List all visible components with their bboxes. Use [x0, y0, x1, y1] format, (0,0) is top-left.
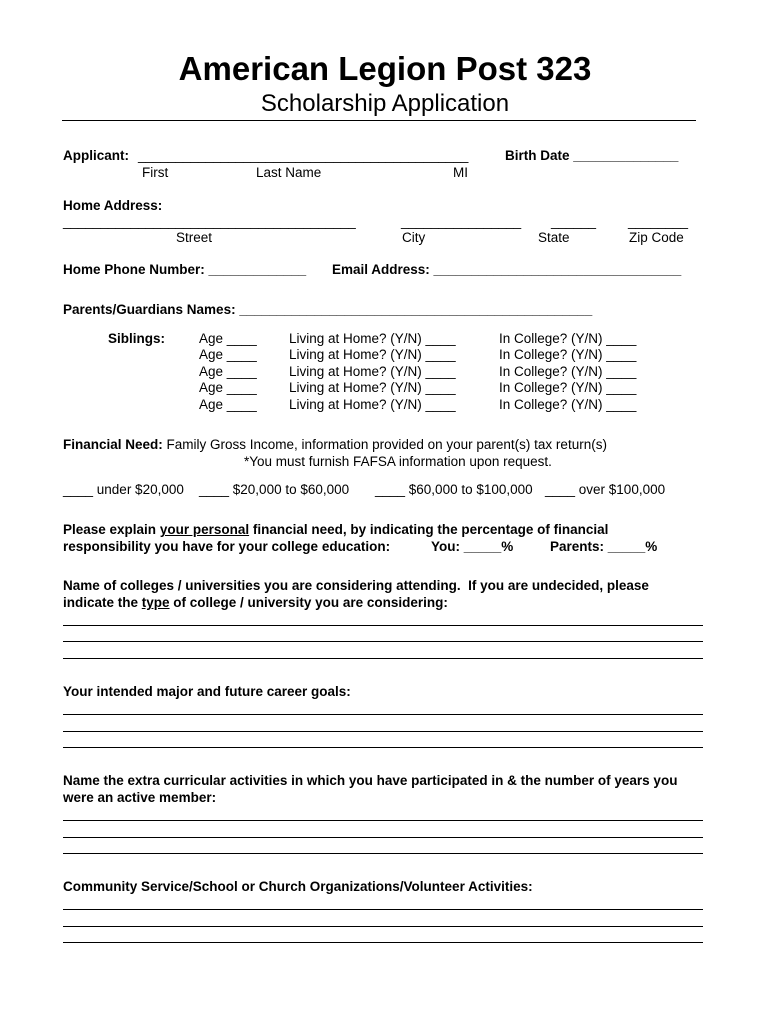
explain-text-underlined: your personal [159, 522, 250, 537]
major-answer-line[interactable] [63, 714, 703, 715]
activities-answer-line[interactable] [63, 820, 703, 821]
explain-line-1 [63, 522, 608, 538]
community-service-prompt: Community Service/School or Church Organizations/Volunteer Activities: [63, 879, 533, 894]
street-caption: Street [176, 230, 213, 245]
siblings-label: Siblings: [108, 331, 165, 346]
home-phone-field[interactable]: Home Phone Number: _____________ [63, 262, 307, 277]
financial-need-line [63, 437, 607, 453]
colleges-text-underlined: type [141, 595, 170, 610]
sibling-living-home-field[interactable]: Living at Home? (Y/N) ____ [289, 380, 456, 395]
activities-prompt-line-1: Name the extra curricular activities in which you have participated in & the number of years you [63, 773, 678, 788]
sibling-age-field[interactable]: Age ____ [199, 380, 257, 395]
financial-need-text: Family Gross Income, information provided on your parent(s) tax return(s) [162, 437, 607, 452]
sibling-age-field[interactable]: Age ____ [199, 331, 257, 346]
community-answer-line[interactable] [63, 909, 703, 910]
major-answer-line[interactable] [63, 747, 703, 748]
sibling-age-field[interactable]: Age ____ [199, 397, 257, 412]
parents-percent-field[interactable]: Parents: _____% [550, 539, 658, 554]
activities-answer-line[interactable] [63, 837, 703, 838]
last-name-caption: Last Name [256, 165, 322, 180]
activities-prompt-line-2: were an active member: [63, 790, 217, 805]
first-name-caption: First [142, 165, 169, 180]
sibling-living-home-field[interactable]: Living at Home? (Y/N) ____ [289, 347, 456, 362]
page-title: American Legion Post 323 [178, 50, 592, 87]
street-field[interactable]: _______________________________________ [63, 214, 356, 229]
header-divider [62, 120, 696, 121]
major-goals-prompt: Your intended major and future career goals: [63, 684, 351, 699]
community-answer-line[interactable] [63, 926, 703, 927]
sibling-living-home-field[interactable]: Living at Home? (Y/N) ____ [289, 397, 456, 412]
colleges-text-post: of college / university you are considering: [169, 595, 448, 610]
birth-date-field[interactable]: Birth Date ______________ [505, 148, 679, 163]
colleges-prompt-line-1: Name of colleges / universities you are considering attending. If you are undecided, please [63, 578, 649, 593]
sibling-living-home-field[interactable]: Living at Home? (Y/N) ____ [289, 364, 456, 379]
activities-answer-line[interactable] [63, 853, 703, 854]
income-option-over-100000[interactable]: ____ over $100,000 [545, 482, 666, 497]
applicant-name-field[interactable]: ____________________________________________ [138, 148, 469, 163]
explain-line-2: responsibility you have for your college education: [63, 539, 391, 554]
you-percent-field[interactable]: You: _____% [431, 539, 514, 554]
page-subtitle: Scholarship Application [260, 90, 510, 117]
sibling-in-college-field[interactable]: In College? (Y/N) ____ [499, 397, 637, 412]
colleges-answer-line[interactable] [63, 625, 703, 626]
state-caption: State [538, 230, 570, 245]
sibling-age-field[interactable]: Age ____ [199, 364, 257, 379]
state-field[interactable]: ______ [551, 214, 597, 229]
fafsa-note: *You must furnish FAFSA information upon request. [244, 454, 552, 469]
financial-need-label: Financial Need: [63, 437, 163, 452]
sibling-in-college-field[interactable]: In College? (Y/N) ____ [499, 347, 637, 362]
income-option-60000-100000[interactable]: ____ $60,000 to $100,000 [375, 482, 533, 497]
applicant-label: Applicant: [63, 148, 129, 163]
explain-text-post: financial need, by indicating the percentage of financial [249, 522, 609, 537]
colleges-prompt-line-2 [63, 595, 448, 611]
sibling-age-field[interactable]: Age ____ [199, 347, 257, 362]
zip-caption: Zip Code [629, 230, 684, 245]
city-field[interactable]: ________________ [401, 214, 522, 229]
sibling-in-college-field[interactable]: In College? (Y/N) ____ [499, 380, 637, 395]
colleges-answer-line[interactable] [63, 641, 703, 642]
zip-field[interactable]: ________ [628, 214, 689, 229]
colleges-answer-line[interactable] [63, 658, 703, 659]
sibling-in-college-field[interactable]: In College? (Y/N) ____ [499, 364, 637, 379]
sibling-living-home-field[interactable]: Living at Home? (Y/N) ____ [289, 331, 456, 346]
middle-initial-caption: MI [453, 165, 468, 180]
city-caption: City [402, 230, 426, 245]
home-address-label: Home Address: [63, 198, 163, 213]
income-option-20000-60000[interactable]: ____ $20,000 to $60,000 [199, 482, 350, 497]
colleges-text-pre: indicate the [63, 595, 142, 610]
parents-guardians-field[interactable]: Parents/Guardians Names: _______________________________________________ [63, 302, 593, 317]
major-answer-line[interactable] [63, 731, 703, 732]
community-answer-line[interactable] [63, 942, 703, 943]
sibling-in-college-field[interactable]: In College? (Y/N) ____ [499, 331, 637, 346]
explain-text-pre: Please explain [63, 522, 160, 537]
email-field[interactable]: Email Address: _________________________________ [332, 262, 682, 277]
income-option-under-20000[interactable]: ____ under $20,000 [63, 482, 184, 497]
